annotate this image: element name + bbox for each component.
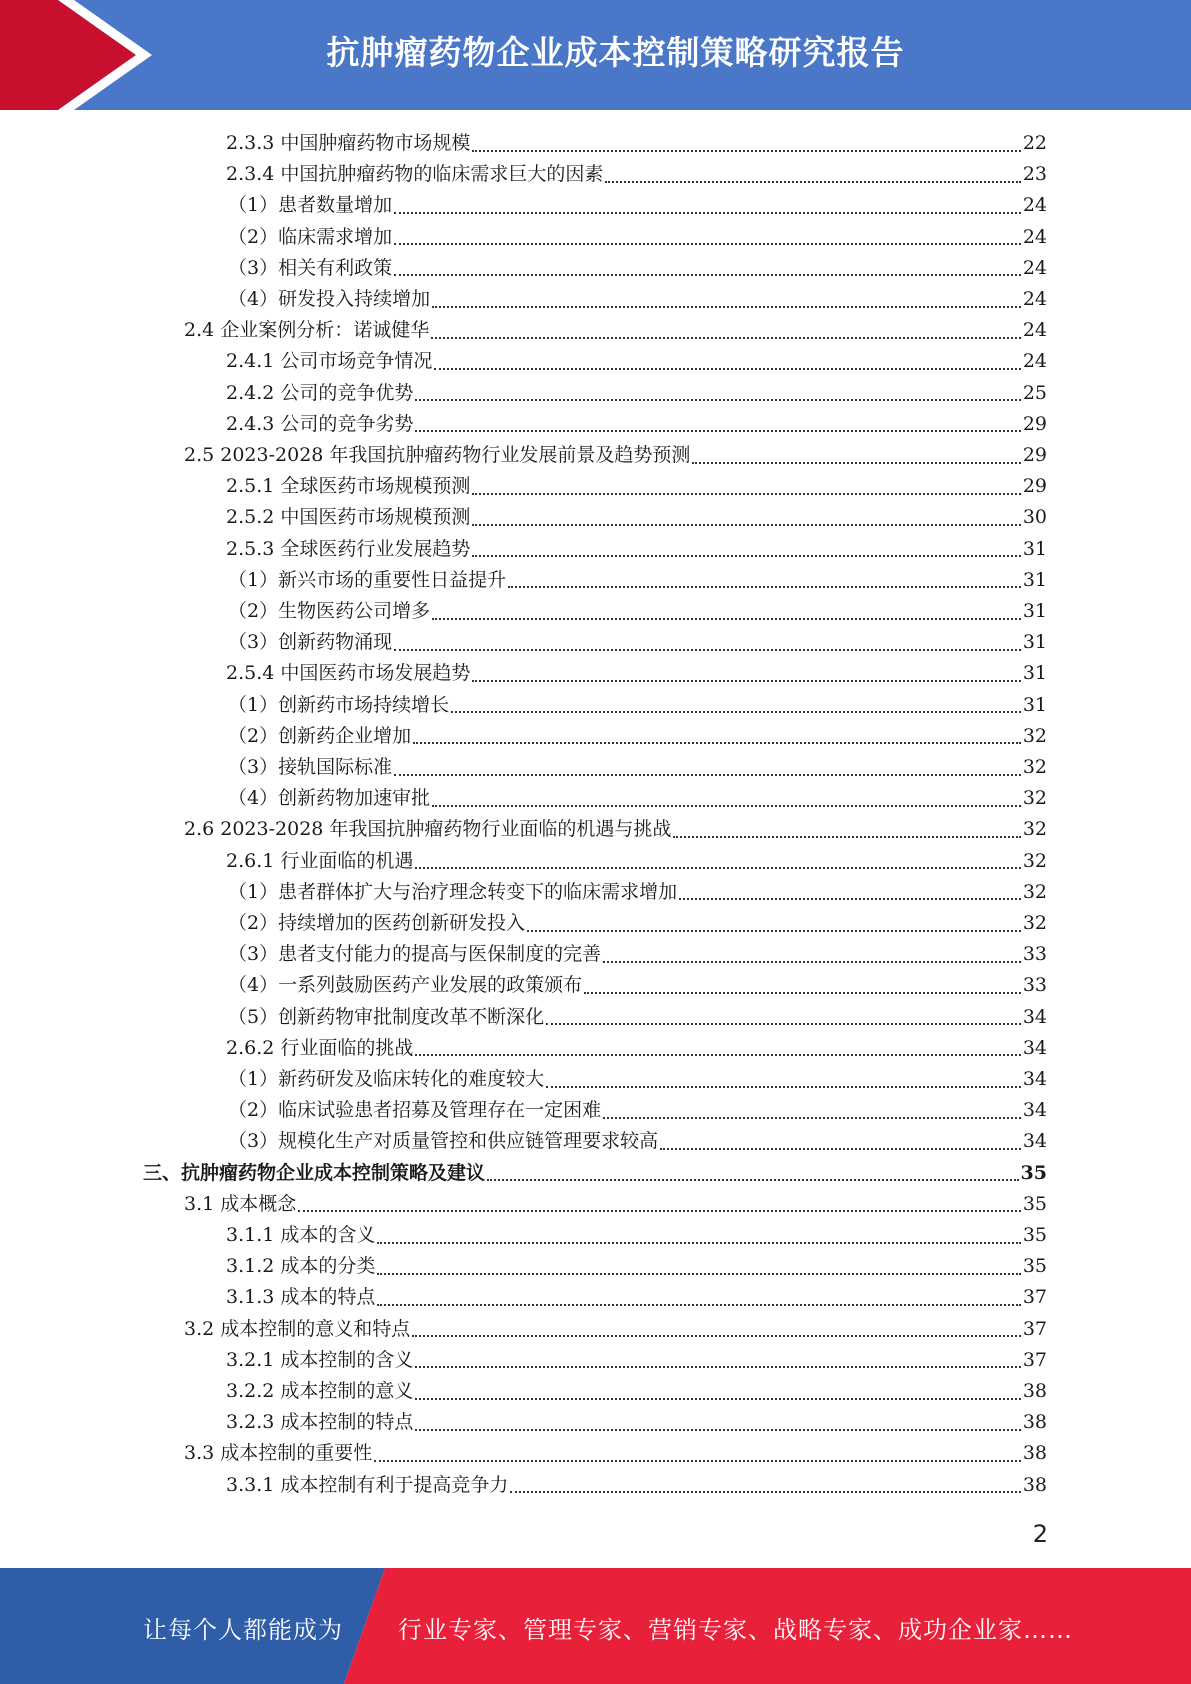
toc-entry[interactable] [226,534,1047,565]
toc-dot-leader [415,399,1020,401]
toc-dot-leader [472,150,1020,152]
toc-entry-page: 38 [1022,1411,1047,1434]
toc-entry[interactable] [228,190,1047,221]
toc-entry-label: （2）创新药企业增加 [228,724,412,747]
toc-entry-page: 32 [1022,724,1047,747]
toc-entry-page: 34 [1022,1005,1047,1028]
toc-entry-label: （3）相关有利政策 [228,256,393,279]
toc-entry-label: （3）规模化生产对质量管控和供应链管理要求较高 [228,1130,659,1153]
footer-slogan-left: 让每个人都能成为 [143,1616,343,1644]
toc-entry-page: 34 [1022,1099,1047,1122]
toc-entry-label: 3.1.2 成本的分类 [226,1255,376,1278]
toc-entry-page: 33 [1022,974,1047,997]
toc-dot-leader [660,1148,1021,1150]
toc-dot-leader [584,992,1021,994]
page-footer [0,1568,1191,1684]
toc-dot-leader [415,1054,1020,1056]
toc-dot-leader [394,212,1021,214]
toc-entry-label: （2）持续增加的医药创新研发投入 [228,912,526,934]
toc-entry[interactable] [184,440,1047,471]
toc-entry[interactable] [226,658,1047,689]
toc-entry-label: （1）创新药市场持续增长 [228,693,450,716]
toc-entry-label: 3.3 成本控制的重要性 [184,1442,373,1465]
toc-entry[interactable] [226,378,1047,409]
toc-entry-label: （1）新兴市场的重要性日益提升 [228,568,507,591]
toc-dot-leader [432,306,1021,308]
toc-entry-label: 2.5.1 全球医药市场规模预测 [226,475,471,498]
toc-dot-leader [394,649,1021,651]
toc-entry[interactable] [228,1126,1047,1157]
toc-entry[interactable] [228,565,1047,596]
toc-entry-label: 2.5 2023-2028 年我国抗肿瘤药物行业发展前景及趋势预测 [184,444,691,466]
toc-entry-label: 3.2.1 成本控制的含义 [226,1348,414,1371]
toc-entry[interactable] [228,253,1047,284]
toc-entry-label: （3）创新药物涌现 [228,631,393,654]
toc-entry[interactable] [228,908,1047,939]
toc-entry-label: 2.6 2023-2028 年我国抗肿瘤药物行业面临的机遇与挑战 [184,818,672,841]
toc-entry-page: 31 [1022,693,1047,716]
toc-entry-page: 24 [1022,225,1047,248]
toc-dot-leader [673,836,1020,838]
toc-dot-leader [394,274,1021,276]
toc-dot-leader [413,742,1021,744]
toc-entry[interactable] [228,970,1047,1001]
toc-entry[interactable] [228,627,1047,658]
toc-dot-leader [487,1179,1019,1181]
toc-entry-label: 3.1 成本概念 [184,1192,297,1215]
toc-entry[interactable] [228,596,1047,627]
toc-entry[interactable] [228,783,1047,814]
toc-entry-page: 31 [1022,537,1047,560]
toc-entry-page: 24 [1022,256,1047,279]
toc-entry[interactable] [226,409,1047,440]
toc-entry[interactable] [226,128,1047,159]
toc-entry-page: 24 [1022,288,1047,310]
toc-entry-page: 37 [1022,1317,1047,1340]
toc-entry-page: 32 [1022,849,1047,872]
page-number: 2 [1032,1520,1048,1548]
document-title: 抗肿瘤药物企业成本控制策略研究报告 [326,33,905,72]
toc-entry[interactable] [226,471,1047,502]
toc-dot-leader [415,867,1020,869]
toc-entry[interactable] [226,1470,1047,1501]
toc-entry-label: 2.6.1 行业面临的机遇 [226,849,414,872]
toc-dot-leader [432,618,1021,620]
toc-entry-page: 25 [1022,381,1047,404]
toc-dot-leader [377,1304,1020,1306]
toc-entry[interactable] [228,284,1047,315]
toc-dot-leader [431,337,1021,339]
toc-entry-label: 2.5.3 全球医药行业发展趋势 [226,537,471,560]
toc-dot-leader [472,680,1020,682]
toc-entry[interactable] [184,1189,1047,1220]
toc-dot-leader [394,774,1021,776]
toc-entry-label: （4）研发投入持续增加 [228,288,431,310]
toc-entry[interactable] [184,814,1047,845]
toc-entry-page: 31 [1022,600,1047,622]
toc-entry[interactable] [228,1002,1047,1033]
toc-entry-page: 32 [1022,818,1047,841]
toc-entry-page: 35 [1022,1192,1047,1215]
toc-entry-page: 38 [1022,1380,1047,1402]
toc-entry-page: 31 [1022,631,1047,654]
toc-entry-page: 31 [1022,568,1047,591]
toc-entry-label: 2.5.2 中国医药市场规模预测 [226,506,471,529]
toc-dot-leader [415,430,1020,432]
toc-entry[interactable] [228,222,1047,253]
toc-entry-label: （1）新药研发及临床转化的难度较大 [228,1068,545,1090]
toc-entry-label: 3.2 成本控制的意义和特点 [184,1317,411,1340]
toc-entry[interactable] [226,346,1047,377]
toc-dot-leader [510,1491,1020,1493]
toc-entry-label: 2.4 企业案例分析：诺诚健华 [184,319,430,342]
toc-entry-page: 34 [1022,1036,1047,1059]
toc-entry[interactable] [184,1314,1047,1345]
toc-entry-label: 2.4.1 公司市场竞争情况 [226,350,433,373]
toc-entry-label: （1）患者群体扩大与治疗理念转变下的临床需求增加 [228,880,678,903]
toc-dot-leader [692,462,1020,464]
toc-entry[interactable] [226,1251,1047,1282]
toc-entry-page: 32 [1022,880,1047,903]
toc-entry[interactable] [184,315,1047,346]
toc-dot-leader [527,930,1021,932]
toc-entry-page: 35 [1022,1224,1047,1246]
toc-entry-page: 29 [1022,444,1047,466]
toc-entry[interactable] [226,846,1047,877]
toc-entry[interactable] [226,159,1047,190]
toc-entry-label: 2.3.4 中国抗肿瘤药物的临床需求巨大的因素 [226,163,604,186]
toc-dot-leader [603,1117,1021,1119]
toc-entry-label: （5）创新药物审批制度改革不断深化 [228,1005,545,1028]
toc-entry-page: 29 [1022,475,1047,498]
toc-entry-page: 35 [1020,1161,1047,1184]
toc-entry[interactable] [228,1095,1047,1126]
toc-entry-label: 三、抗肿瘤药物企业成本控制策略及建议 [143,1161,486,1184]
toc-entry-label: 3.3.1 成本控制有利于提高竞争力 [226,1473,509,1496]
toc-entry[interactable] [228,690,1047,721]
toc-entry[interactable] [228,721,1047,752]
toc-entry-page: 30 [1022,506,1047,529]
toc-entry[interactable] [228,752,1047,783]
toc-entry-label: 2.4.3 公司的竞争劣势 [226,412,414,435]
toc-dot-leader [432,805,1021,807]
toc-dot-leader [377,1273,1020,1275]
toc-dot-leader [546,1023,1021,1025]
toc-entry-label: （2）临床需求增加 [228,225,393,248]
toc-entry-page: 23 [1022,163,1047,186]
toc-entry-page: 33 [1022,943,1047,966]
toc-dot-leader [415,1366,1020,1368]
toc-entry[interactable] [226,1345,1047,1376]
toc-entry-label: （2）临床试验患者招募及管理存在一定困难 [228,1099,602,1122]
toc-dot-leader [434,368,1020,370]
toc-entry[interactable] [226,1376,1047,1407]
toc-entry[interactable] [184,1438,1047,1469]
toc-dot-leader [605,181,1020,183]
toc-entry-page: 29 [1022,412,1047,435]
toc-dot-leader [679,898,1021,900]
toc-dot-leader [508,586,1021,588]
toc-entry-label: （4）创新药物加速审批 [228,787,431,810]
toc-entry-page: 38 [1022,1473,1047,1496]
toc-entry-label: （1）患者数量增加 [228,194,393,217]
toc-entry-label: 2.6.2 行业面临的挑战 [226,1036,414,1059]
toc-entry[interactable] [143,1158,1047,1189]
toc-entry-label: （2）生物医药公司增多 [228,600,431,622]
toc-entry-page: 35 [1022,1255,1047,1278]
toc-entry-label: 3.1.1 成本的含义 [226,1224,376,1246]
toc-dot-leader [472,493,1020,495]
toc-entry-page: 37 [1022,1348,1047,1371]
toc-entry-label: 3.2.3 成本控制的特点 [226,1411,414,1434]
toc-entry-page: 37 [1022,1286,1047,1309]
toc-dot-leader [394,243,1021,245]
toc-entry[interactable] [228,1064,1047,1095]
toc-entry-label: 3.2.2 成本控制的意义 [226,1380,414,1402]
toc-entry-label: （3）接轨国际标准 [228,756,393,778]
toc-entry-page: 32 [1022,787,1047,810]
toc-entry[interactable] [226,1033,1047,1064]
toc-dot-leader [298,1210,1021,1212]
toc-dot-leader [415,1398,1020,1400]
toc-entry[interactable] [228,877,1047,908]
toc-entry-page: 24 [1022,194,1047,217]
toc-dot-leader [415,1429,1020,1431]
toc-dot-leader [603,961,1021,963]
toc-entry-page: 24 [1022,350,1047,373]
toc-entry[interactable] [226,1407,1047,1438]
toc-dot-leader [451,711,1021,713]
toc-entry-label: （3）患者支付能力的提高与医保制度的完善 [228,943,602,966]
toc-entry-label: 3.1.3 成本的特点 [226,1286,376,1309]
toc-entry-label: 2.4.2 公司的竞争优势 [226,381,414,404]
toc-entry-page: 34 [1022,1068,1047,1090]
toc-dot-leader [374,1460,1021,1462]
toc-entry-label: 2.5.4 中国医药市场发展趋势 [226,662,471,685]
toc-dot-leader [546,1086,1021,1088]
page-header [0,0,1191,110]
toc-entry-page: 32 [1022,756,1047,778]
toc-entry-label: 2.3.3 中国肿瘤药物市场规模 [226,132,471,154]
toc-entry[interactable] [228,939,1047,970]
toc-entry-page: 24 [1022,319,1047,342]
footer-slogan-right: 行业专家、管理专家、营销专家、战略专家、成功企业家…… [398,1616,1073,1644]
toc-entry-page: 22 [1022,132,1047,154]
toc-entry-label: （4）一系列鼓励医药产业发展的政策颁布 [228,974,583,997]
toc-entry-page: 38 [1022,1442,1047,1465]
toc-dot-leader [377,1242,1020,1244]
toc-entry-page: 31 [1022,662,1047,685]
toc-dot-leader [472,524,1020,526]
toc-entry[interactable] [226,1220,1047,1251]
toc-entry-page: 32 [1022,912,1047,934]
toc-entry[interactable] [226,502,1047,533]
toc-entry-page: 34 [1022,1130,1047,1153]
toc-entry[interactable] [226,1282,1047,1313]
toc-dot-leader [472,555,1020,557]
toc-dot-leader [412,1335,1021,1337]
